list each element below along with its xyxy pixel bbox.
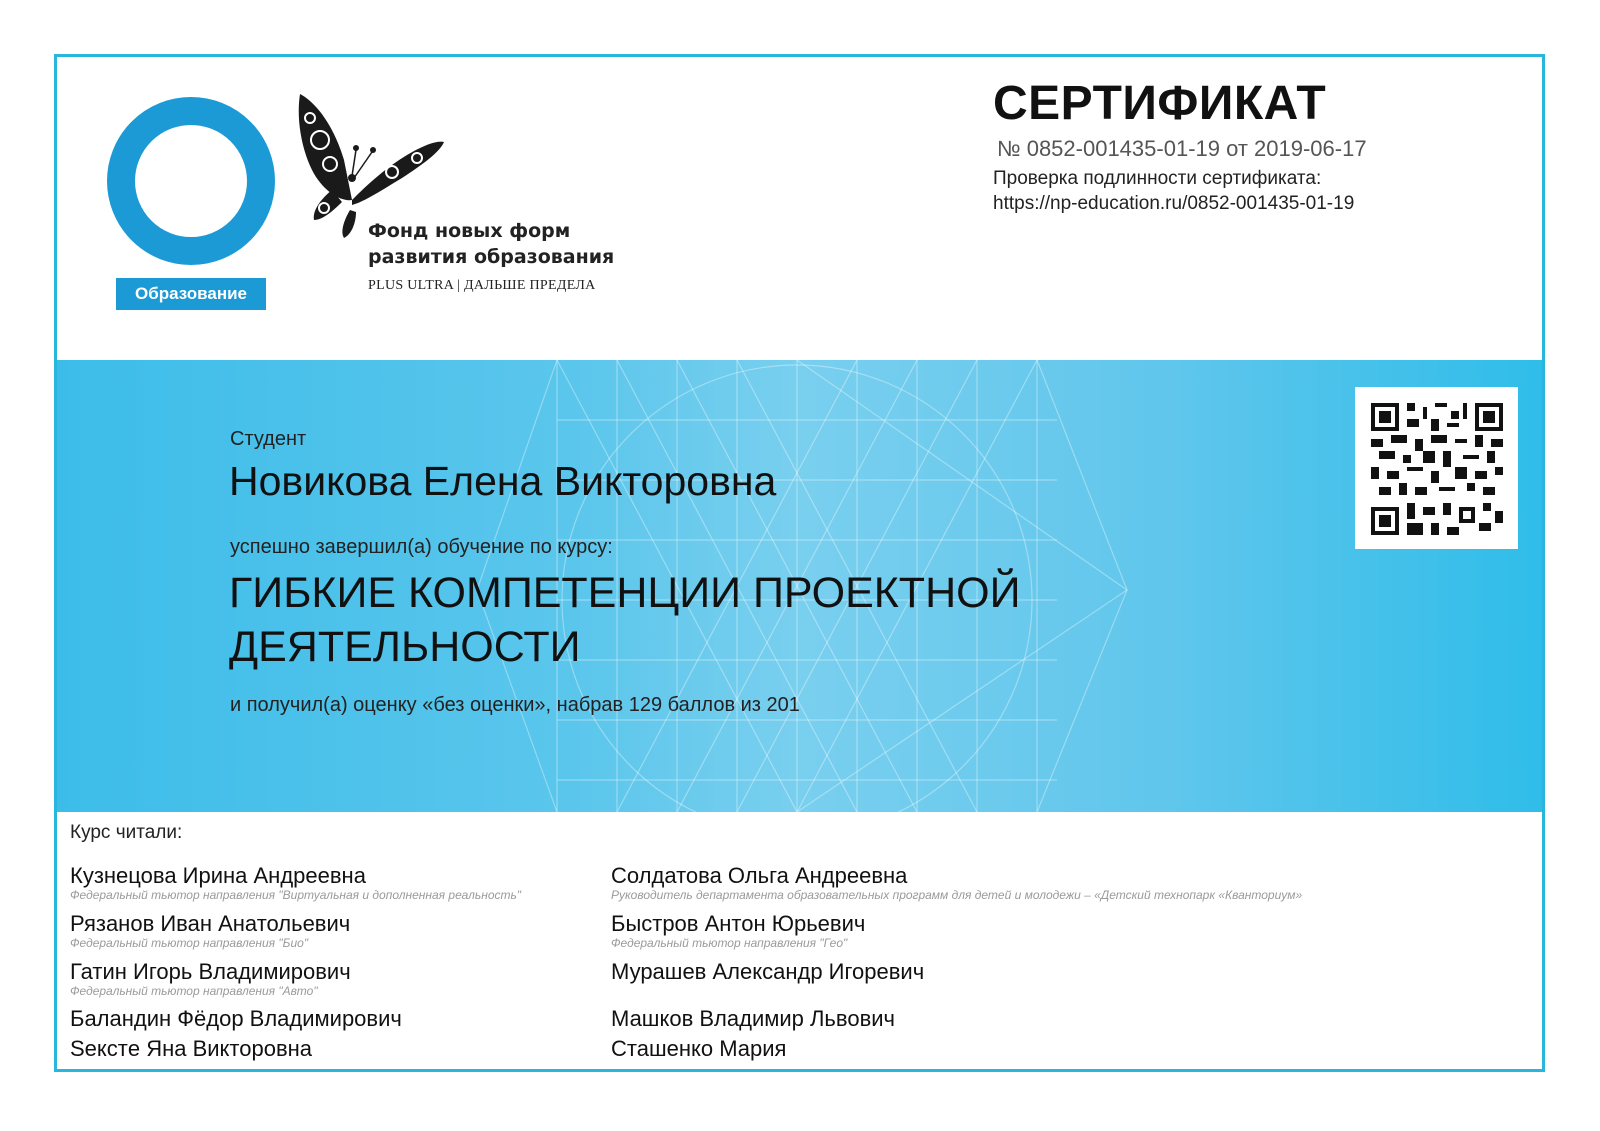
- course-title-line1: ГИБКИЕ КОМПЕТЕНЦИИ ПРОЕКТНОЙ: [229, 569, 1021, 617]
- instructor-name: Машков Владимир Львович: [611, 1006, 896, 1031]
- verify-label: Проверка подлинности сертификата:: [993, 168, 1322, 189]
- instructor-item: [611, 960, 924, 984]
- student-name: Новикова Елена Викторовна: [229, 458, 777, 504]
- instructor-name: Гатин Игорь Владимирович: [70, 959, 351, 984]
- instructor-name: Мурашев Александр Игоревич: [611, 959, 925, 984]
- fund-name: [368, 218, 614, 270]
- instructor-name: Кузнецова Ирина Андреевна: [70, 863, 366, 888]
- certificate-title: СЕРТИФИКАТ: [993, 77, 1327, 130]
- instructor-role: Федеральный тьютор направления "Авто": [70, 984, 318, 998]
- student-label: Студент: [230, 428, 307, 450]
- instructor-role: Федеральный тьютор направления "Гео": [611, 936, 848, 950]
- education-o-logo-icon: [106, 96, 276, 266]
- certificate-verification: [993, 166, 1354, 216]
- fund-name-line1: Фонд новых форм: [368, 220, 571, 242]
- education-logo-label: Образование: [116, 278, 266, 310]
- completed-text: успешно завершил(а) обучение по курсу:: [230, 536, 613, 558]
- course-title: [229, 566, 1129, 674]
- instructor-item: [611, 1007, 895, 1031]
- instructors-label: Курс читали:: [70, 822, 183, 843]
- fund-name-line2: развития образования: [368, 246, 615, 268]
- instructor-role: Руководитель департамента образовательных программ для детей и молодежи – «Детский технопарк «Кванториум»: [611, 888, 1303, 902]
- instructor-name: Sекстe Яна Викторовна: [70, 1036, 313, 1061]
- course-title-line2: ДЕЯТЕЛЬНОСТИ: [229, 623, 581, 671]
- instructor-item: [70, 1007, 402, 1031]
- certificate-number: № 0852-001435-01-19 от 2019-06-17: [997, 136, 1367, 161]
- instructor-item: [611, 864, 1302, 902]
- verify-url[interactable]: https://np-education.ru/0852-001435-01-19: [993, 193, 1355, 214]
- fund-motto: PLUS ULTRA | ДАЛЬШЕ ПРЕДЕЛА: [368, 278, 596, 293]
- instructor-item: [70, 912, 350, 950]
- instructor-item: [611, 912, 865, 950]
- instructor-item: [70, 864, 521, 902]
- instructor-item: [70, 960, 351, 998]
- instructor-name: Быстров Антон Юрьевич: [611, 911, 866, 936]
- instructor-item: [611, 1037, 786, 1061]
- instructor-item: [70, 1037, 312, 1061]
- instructor-name: Баландин Фёдор Владимирович: [70, 1006, 402, 1031]
- instructor-name: Рязанов Иван Анатольевич: [70, 911, 351, 936]
- grade-text: и получил(а) оценку «без оценки», набрав 129 баллов из 201: [230, 694, 800, 716]
- instructor-role: Федеральный тьютор направления "Виртуальная и дополненная реальность": [70, 888, 522, 902]
- qr-code: [1355, 387, 1518, 549]
- instructor-name: Сташенко Мария: [611, 1036, 787, 1061]
- qr-code-icon: [1371, 403, 1503, 535]
- instructor-role: Федеральный тьютор направления "Био": [70, 936, 309, 950]
- instructor-name: Солдатова Ольга Андреевна: [611, 863, 908, 888]
